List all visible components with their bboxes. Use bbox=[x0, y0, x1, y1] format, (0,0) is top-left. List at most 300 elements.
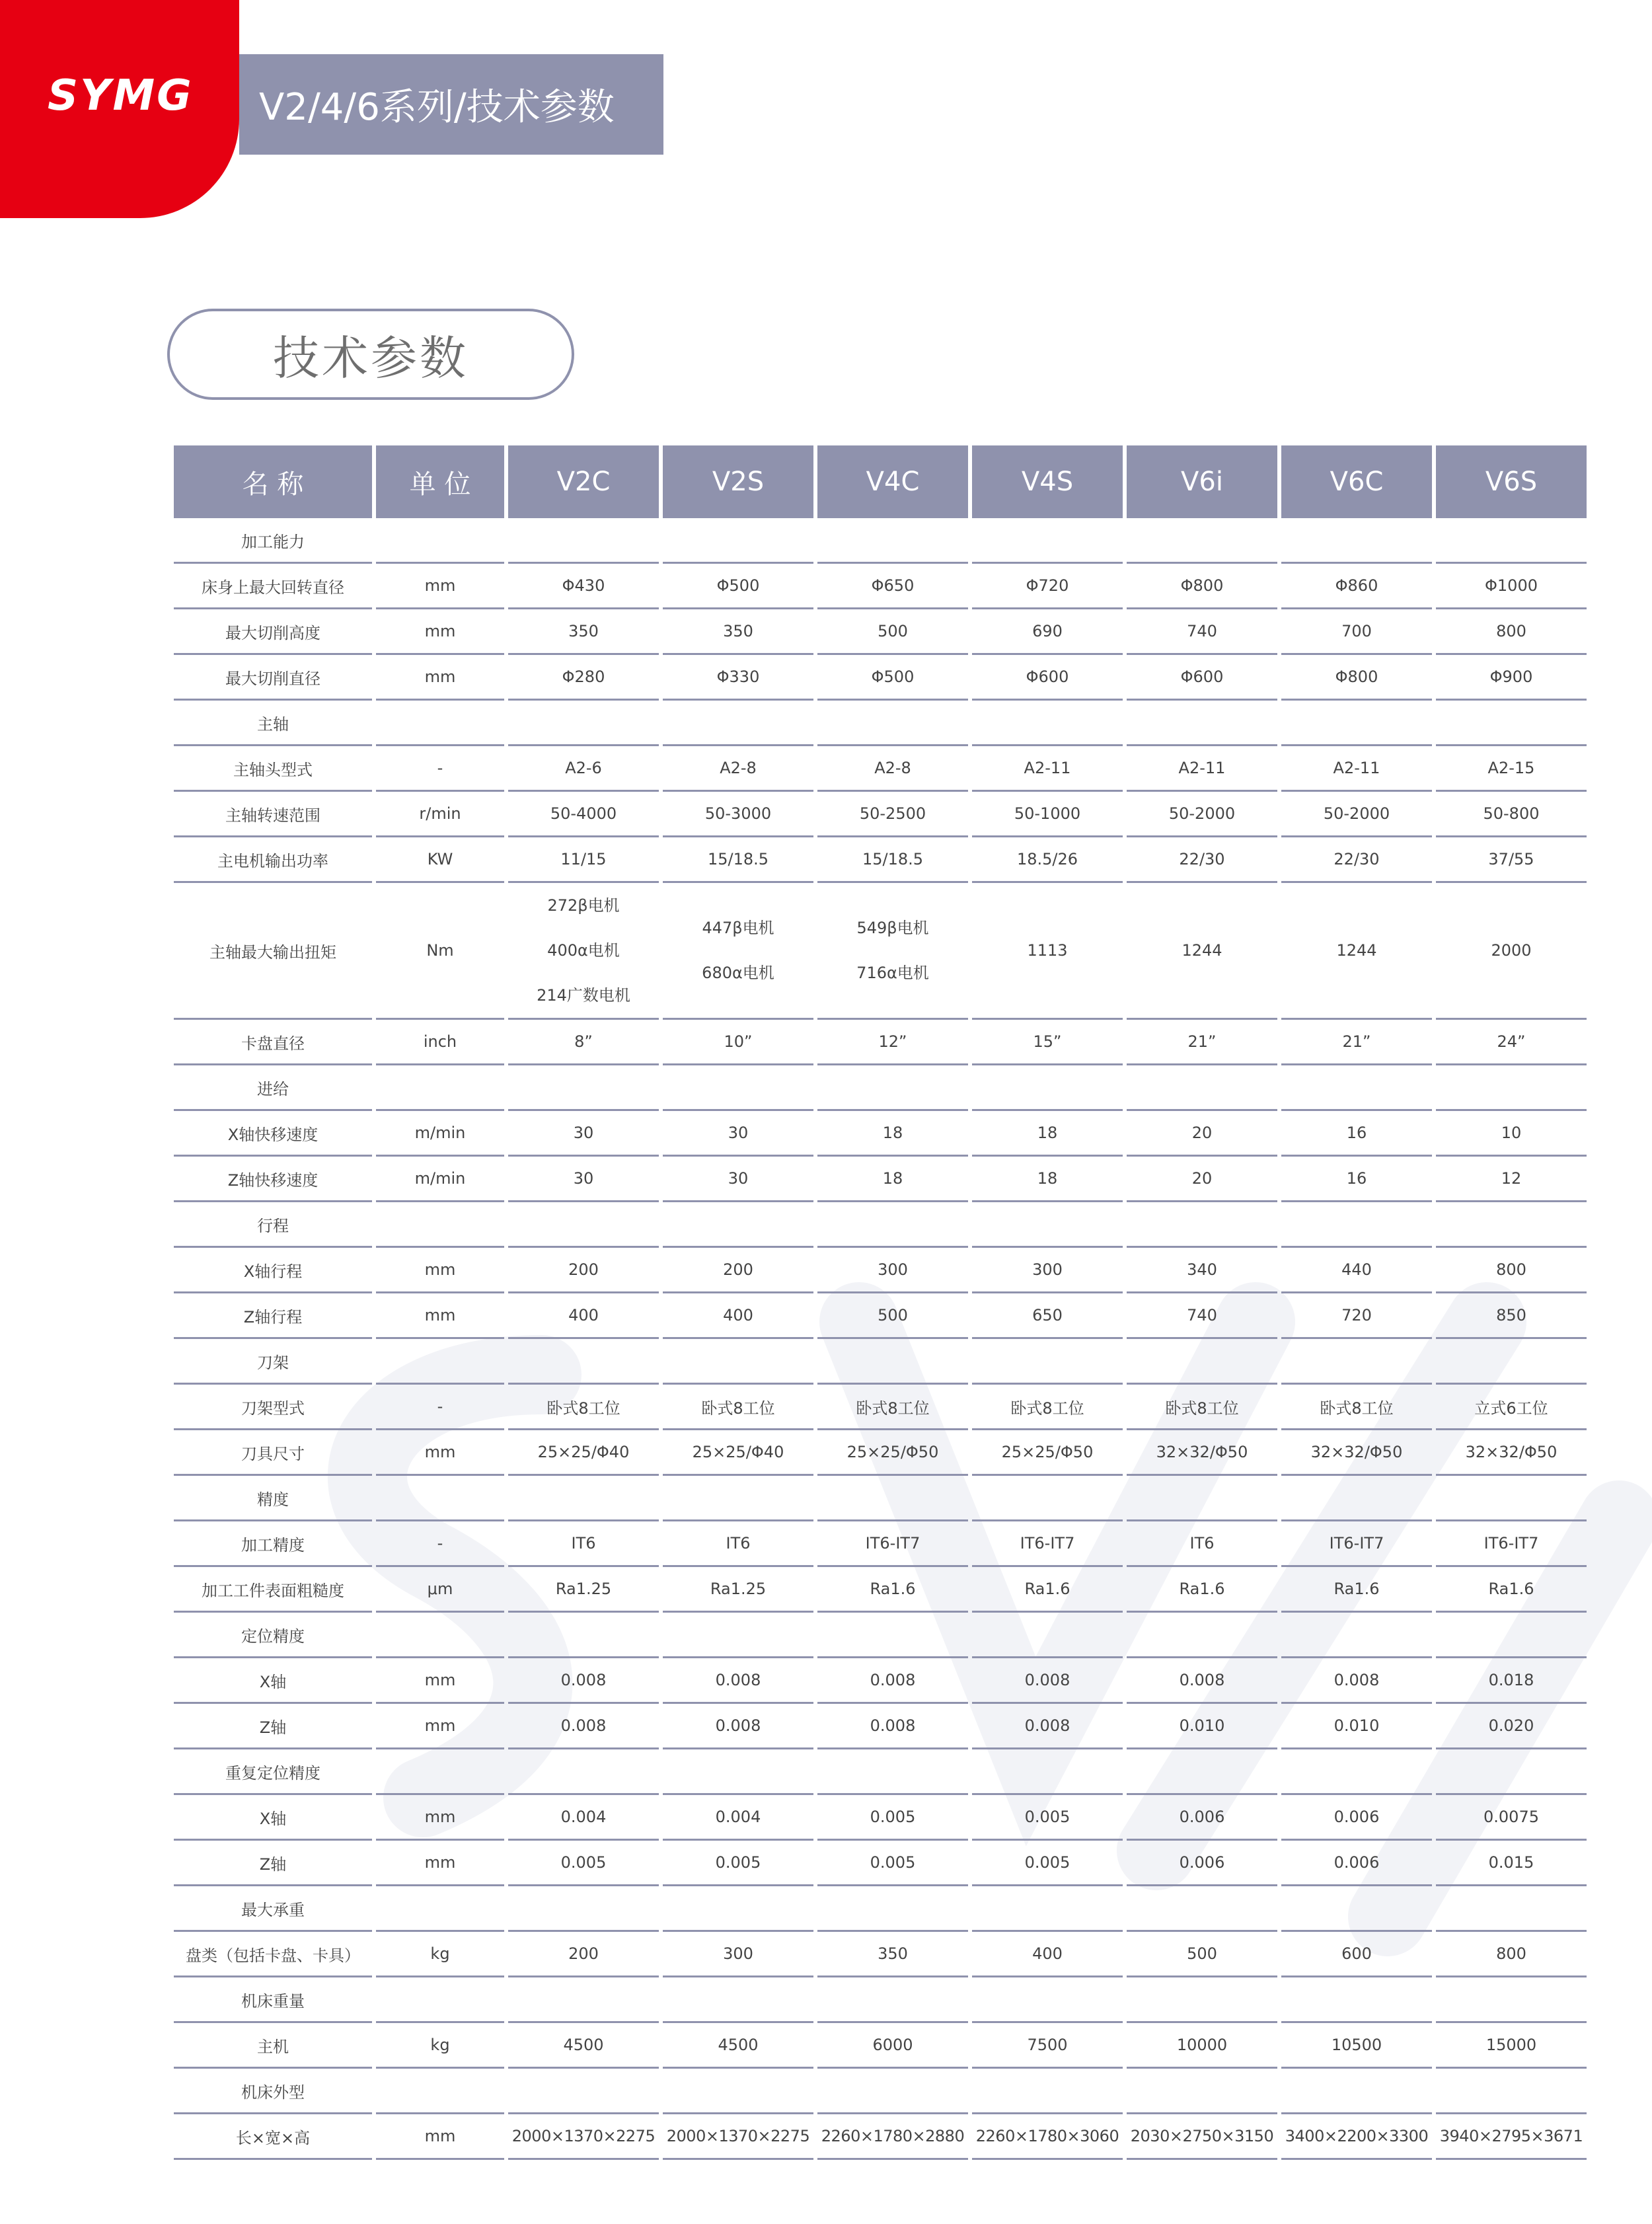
value-cell: 20 bbox=[1127, 1111, 1277, 1157]
table-row bbox=[174, 2023, 1587, 2069]
value-cell: A2-11 bbox=[1127, 746, 1277, 792]
row-label: 机床重量 bbox=[174, 1977, 372, 2023]
column-header: V6S bbox=[1436, 445, 1587, 518]
value-cell bbox=[508, 883, 659, 1020]
value-cell: 卧式8工位 bbox=[663, 1385, 813, 1430]
row-label: 盘类（包括卡盘、卡具） bbox=[174, 1932, 372, 1977]
table-row bbox=[174, 1157, 1587, 1202]
value-cell: IT6-IT7 bbox=[1436, 1521, 1587, 1567]
value-cell bbox=[508, 1977, 659, 2023]
value-cell: 720 bbox=[1281, 1293, 1432, 1339]
value-cell: 12” bbox=[817, 1020, 968, 1065]
row-unit bbox=[376, 1977, 504, 2023]
value-cell: Φ860 bbox=[1281, 564, 1432, 609]
value-cell: 0.005 bbox=[508, 1841, 659, 1886]
value-cell bbox=[1127, 701, 1277, 746]
value-cell bbox=[817, 1886, 968, 1932]
row-unit: r/min bbox=[376, 792, 504, 837]
value-cell: 850 bbox=[1436, 1293, 1587, 1339]
value-cell bbox=[663, 518, 813, 564]
row-unit: Nm bbox=[376, 883, 504, 1020]
value-cell: 0.008 bbox=[1281, 1658, 1432, 1704]
value-cell: 300 bbox=[972, 1248, 1123, 1293]
value-cell bbox=[663, 1749, 813, 1795]
value-cell bbox=[972, 518, 1123, 564]
table-row bbox=[174, 564, 1587, 609]
value-cell bbox=[1281, 1613, 1432, 1658]
value-cell: Φ330 bbox=[663, 655, 813, 701]
value-cell: 0.008 bbox=[972, 1704, 1123, 1749]
table-row bbox=[174, 1567, 1587, 1613]
row-label: 主轴转速范围 bbox=[174, 792, 372, 837]
value-cell: 440 bbox=[1281, 1248, 1432, 1293]
value-cell bbox=[817, 1065, 968, 1111]
value-cell bbox=[972, 1749, 1123, 1795]
table-row bbox=[174, 1020, 1587, 1065]
value-line: 447β电机 bbox=[702, 919, 774, 937]
value-cell: 32×32/Φ50 bbox=[1127, 1430, 1277, 1476]
value-cell: 0.004 bbox=[663, 1795, 813, 1841]
row-label: 主轴头型式 bbox=[174, 746, 372, 792]
row-unit: μm bbox=[376, 1567, 504, 1613]
column-header: 单 位 bbox=[376, 445, 504, 518]
value-cell: 22/30 bbox=[1281, 837, 1432, 883]
row-unit: mm bbox=[376, 655, 504, 701]
value-cell: Ra1.6 bbox=[972, 1567, 1123, 1613]
value-cell: 18 bbox=[972, 1157, 1123, 1202]
row-label: 行程 bbox=[174, 1202, 372, 1248]
spec-table bbox=[170, 445, 1591, 2160]
value-cell: 18.5/26 bbox=[972, 837, 1123, 883]
value-cell bbox=[663, 1613, 813, 1658]
value-cell: 2260×1780×3060 bbox=[972, 2114, 1123, 2160]
value-cell bbox=[663, 1202, 813, 1248]
row-unit: kg bbox=[376, 2023, 504, 2069]
value-cell bbox=[1436, 1202, 1587, 1248]
value-cell bbox=[663, 701, 813, 746]
value-cell: 25×25/Φ40 bbox=[508, 1430, 659, 1476]
value-cell: 30 bbox=[663, 1111, 813, 1157]
value-cell: 50-800 bbox=[1436, 792, 1587, 837]
table-row bbox=[174, 837, 1587, 883]
value-cell bbox=[972, 1065, 1123, 1111]
value-cell: Ra1.25 bbox=[508, 1567, 659, 1613]
value-cell bbox=[972, 701, 1123, 746]
value-cell: 300 bbox=[817, 1248, 968, 1293]
logo-block bbox=[0, 0, 239, 218]
row-unit: mm bbox=[376, 609, 504, 655]
row-unit: m/min bbox=[376, 1111, 504, 1157]
value-cell bbox=[1281, 1977, 1432, 2023]
row-unit: mm bbox=[376, 1841, 504, 1886]
value-cell: Φ430 bbox=[508, 564, 659, 609]
value-cell: 50-2000 bbox=[1281, 792, 1432, 837]
value-line: 400α电机 bbox=[547, 941, 620, 960]
value-cell bbox=[1436, 1065, 1587, 1111]
value-cell: 10000 bbox=[1127, 2023, 1277, 2069]
row-unit bbox=[376, 2069, 504, 2114]
row-label: 加工能力 bbox=[174, 518, 372, 564]
row-unit bbox=[376, 1339, 504, 1385]
value-cell bbox=[1127, 2069, 1277, 2114]
value-line: 272β电机 bbox=[547, 896, 620, 915]
value-cell: 21” bbox=[1127, 1020, 1277, 1065]
table-row bbox=[174, 1658, 1587, 1704]
value-cell bbox=[1127, 1886, 1277, 1932]
value-cell: 340 bbox=[1127, 1248, 1277, 1293]
value-cell: 0.010 bbox=[1127, 1704, 1277, 1749]
value-cell: Ra1.6 bbox=[1127, 1567, 1277, 1613]
value-cell bbox=[1281, 1886, 1432, 1932]
value-cell: A2-15 bbox=[1436, 746, 1587, 792]
row-unit bbox=[376, 1476, 504, 1521]
value-cell: Φ650 bbox=[817, 564, 968, 609]
row-label: 进给 bbox=[174, 1065, 372, 1111]
value-cell: 0.008 bbox=[663, 1658, 813, 1704]
value-cell bbox=[1281, 518, 1432, 564]
row-label: X轴 bbox=[174, 1795, 372, 1841]
row-label: 刀架型式 bbox=[174, 1385, 372, 1430]
value-cell bbox=[508, 1749, 659, 1795]
row-unit: inch bbox=[376, 1020, 504, 1065]
value-cell: A2-11 bbox=[972, 746, 1123, 792]
value-cell: 15” bbox=[972, 1020, 1123, 1065]
value-cell: 6000 bbox=[817, 2023, 968, 2069]
value-cell: A2-11 bbox=[1281, 746, 1432, 792]
value-cell: 0.008 bbox=[508, 1704, 659, 1749]
value-cell bbox=[1281, 1749, 1432, 1795]
table-header-row bbox=[174, 445, 1587, 518]
value-cell bbox=[508, 1476, 659, 1521]
value-cell bbox=[1436, 2069, 1587, 2114]
value-cell bbox=[663, 1339, 813, 1385]
table-row bbox=[174, 1977, 1587, 2023]
value-cell: 0.005 bbox=[663, 1841, 813, 1886]
value-cell: 16 bbox=[1281, 1157, 1432, 1202]
value-cell bbox=[972, 1476, 1123, 1521]
row-label: 最大切削高度 bbox=[174, 609, 372, 655]
value-cell bbox=[663, 1886, 813, 1932]
row-unit bbox=[376, 1886, 504, 1932]
value-cell: 0.005 bbox=[972, 1795, 1123, 1841]
value-cell: 800 bbox=[1436, 1248, 1587, 1293]
value-cell: 740 bbox=[1127, 609, 1277, 655]
value-cell bbox=[972, 1202, 1123, 1248]
column-header: V4S bbox=[972, 445, 1123, 518]
value-cell bbox=[1281, 1476, 1432, 1521]
value-cell bbox=[1436, 518, 1587, 564]
value-cell bbox=[508, 1613, 659, 1658]
value-cell bbox=[508, 518, 659, 564]
value-cell: 1244 bbox=[1127, 883, 1277, 1020]
value-cell: 30 bbox=[508, 1157, 659, 1202]
value-cell: 200 bbox=[508, 1248, 659, 1293]
value-cell: Ra1.25 bbox=[663, 1567, 813, 1613]
value-cell: 500 bbox=[1127, 1932, 1277, 1977]
value-cell: 15/18.5 bbox=[663, 837, 813, 883]
value-cell: 2000×1370×2275 bbox=[508, 2114, 659, 2160]
value-cell: 350 bbox=[663, 609, 813, 655]
value-cell bbox=[817, 518, 968, 564]
value-cell bbox=[663, 883, 813, 1020]
table-row bbox=[174, 1293, 1587, 1339]
row-label: 卡盘直径 bbox=[174, 1020, 372, 1065]
value-cell: 50-1000 bbox=[972, 792, 1123, 837]
value-cell: Ra1.6 bbox=[1436, 1567, 1587, 1613]
row-unit: KW bbox=[376, 837, 504, 883]
value-cell: IT6 bbox=[663, 1521, 813, 1567]
value-cell: 4500 bbox=[508, 2023, 659, 2069]
value-cell: 25×25/Φ50 bbox=[972, 1430, 1123, 1476]
table-row bbox=[174, 1202, 1587, 1248]
column-header: V4C bbox=[817, 445, 968, 518]
value-cell bbox=[508, 2069, 659, 2114]
value-cell: 4500 bbox=[663, 2023, 813, 2069]
value-cell: Φ500 bbox=[817, 655, 968, 701]
value-cell: 800 bbox=[1436, 609, 1587, 655]
table-row bbox=[174, 1932, 1587, 1977]
table-row bbox=[174, 655, 1587, 701]
value-cell bbox=[663, 1065, 813, 1111]
table-row bbox=[174, 792, 1587, 837]
value-cell: 500 bbox=[817, 1293, 968, 1339]
row-label: 精度 bbox=[174, 1476, 372, 1521]
value-cell: 0.005 bbox=[817, 1795, 968, 1841]
value-cell bbox=[1127, 1749, 1277, 1795]
table-row bbox=[174, 1704, 1587, 1749]
row-unit bbox=[376, 1613, 504, 1658]
value-cell: 32×32/Φ50 bbox=[1281, 1430, 1432, 1476]
row-unit: - bbox=[376, 1521, 504, 1567]
value-line: 680α电机 bbox=[702, 964, 774, 982]
value-cell bbox=[972, 1886, 1123, 1932]
value-cell: 25×25/Φ40 bbox=[663, 1430, 813, 1476]
value-cell: 18 bbox=[972, 1111, 1123, 1157]
value-cell bbox=[1127, 1476, 1277, 1521]
table-row bbox=[174, 2069, 1587, 2114]
value-cell: 0.008 bbox=[972, 1658, 1123, 1704]
value-cell: 2030×2750×3150 bbox=[1127, 2114, 1277, 2160]
value-cell: Ra1.6 bbox=[1281, 1567, 1432, 1613]
value-cell: 0.006 bbox=[1127, 1841, 1277, 1886]
row-label: 最大承重 bbox=[174, 1886, 372, 1932]
value-cell bbox=[972, 1613, 1123, 1658]
table-row bbox=[174, 1430, 1587, 1476]
value-cell: 2260×1780×2880 bbox=[817, 2114, 968, 2160]
value-cell: 0.005 bbox=[817, 1841, 968, 1886]
row-unit: - bbox=[376, 1385, 504, 1430]
row-unit: mm bbox=[376, 564, 504, 609]
row-unit: mm bbox=[376, 1704, 504, 1749]
table-row bbox=[174, 518, 1587, 564]
table-row bbox=[174, 701, 1587, 746]
table-row bbox=[174, 1521, 1587, 1567]
value-cell: 500 bbox=[817, 609, 968, 655]
row-label: Z轴快移速度 bbox=[174, 1157, 372, 1202]
row-label: 床身上最大回转直径 bbox=[174, 564, 372, 609]
value-cell: 740 bbox=[1127, 1293, 1277, 1339]
value-cell bbox=[817, 1339, 968, 1385]
value-cell: 3400×2200×3300 bbox=[1281, 2114, 1432, 2160]
value-cell bbox=[508, 1065, 659, 1111]
value-cell bbox=[663, 1476, 813, 1521]
row-label: 长×宽×高 bbox=[174, 2114, 372, 2160]
value-cell: 37/55 bbox=[1436, 837, 1587, 883]
value-cell: Φ720 bbox=[972, 564, 1123, 609]
value-cell: 卧式8工位 bbox=[972, 1385, 1123, 1430]
value-cell: 卧式8工位 bbox=[817, 1385, 968, 1430]
row-label: X轴 bbox=[174, 1658, 372, 1704]
section-title: 技术参数 bbox=[273, 330, 469, 385]
value-cell: 7500 bbox=[972, 2023, 1123, 2069]
value-cell: 10500 bbox=[1281, 2023, 1432, 2069]
row-unit: mm bbox=[376, 1293, 504, 1339]
value-cell: Φ280 bbox=[508, 655, 659, 701]
row-label: 机床外型 bbox=[174, 2069, 372, 2114]
value-cell bbox=[972, 1977, 1123, 2023]
value-cell bbox=[508, 701, 659, 746]
value-cell bbox=[1127, 1065, 1277, 1111]
row-label: 刀具尺寸 bbox=[174, 1430, 372, 1476]
value-cell: A2-8 bbox=[663, 746, 813, 792]
value-cell: 690 bbox=[972, 609, 1123, 655]
row-unit: mm bbox=[376, 2114, 504, 2160]
row-label: 加工工件表面粗糙度 bbox=[174, 1567, 372, 1613]
value-cell: 16 bbox=[1281, 1111, 1432, 1157]
value-cell bbox=[817, 2069, 968, 2114]
row-unit bbox=[376, 701, 504, 746]
value-cell: 300 bbox=[663, 1932, 813, 1977]
row-label: 主轴最大输出扭矩 bbox=[174, 883, 372, 1020]
value-cell: 0.008 bbox=[817, 1658, 968, 1704]
value-cell: 30 bbox=[663, 1157, 813, 1202]
row-unit: mm bbox=[376, 1795, 504, 1841]
value-cell bbox=[1436, 701, 1587, 746]
row-unit: mm bbox=[376, 1658, 504, 1704]
value-cell bbox=[817, 883, 968, 1020]
value-cell: Φ800 bbox=[1127, 564, 1277, 609]
value-cell: 2000×1370×2275 bbox=[663, 2114, 813, 2160]
value-cell: 0.0075 bbox=[1436, 1795, 1587, 1841]
value-cell: 0.018 bbox=[1436, 1658, 1587, 1704]
column-header: 名 称 bbox=[174, 445, 372, 518]
value-cell: 0.006 bbox=[1281, 1841, 1432, 1886]
value-cell: 0.004 bbox=[508, 1795, 659, 1841]
row-label: 加工精度 bbox=[174, 1521, 372, 1567]
row-label: 主电机输出功率 bbox=[174, 837, 372, 883]
value-cell bbox=[1281, 2069, 1432, 2114]
value-cell: 20 bbox=[1127, 1157, 1277, 1202]
value-cell: 0.008 bbox=[663, 1704, 813, 1749]
value-cell: 700 bbox=[1281, 609, 1432, 655]
value-cell: 200 bbox=[663, 1248, 813, 1293]
value-cell: 50-4000 bbox=[508, 792, 659, 837]
row-unit bbox=[376, 1749, 504, 1795]
value-cell bbox=[817, 1749, 968, 1795]
row-unit: m/min bbox=[376, 1157, 504, 1202]
table-row bbox=[174, 746, 1587, 792]
row-label: 最大切削直径 bbox=[174, 655, 372, 701]
table-row bbox=[174, 1841, 1587, 1886]
value-cell: 15/18.5 bbox=[817, 837, 968, 883]
value-cell: 200 bbox=[508, 1932, 659, 1977]
value-cell: 0.008 bbox=[817, 1704, 968, 1749]
value-cell bbox=[1127, 518, 1277, 564]
value-cell: A2-6 bbox=[508, 746, 659, 792]
row-label: 主机 bbox=[174, 2023, 372, 2069]
column-header: V6C bbox=[1281, 445, 1432, 518]
value-cell: 0.008 bbox=[1127, 1658, 1277, 1704]
value-cell: 800 bbox=[1436, 1932, 1587, 1977]
value-cell: Φ600 bbox=[972, 655, 1123, 701]
value-cell: 0.015 bbox=[1436, 1841, 1587, 1886]
value-cell: Φ800 bbox=[1281, 655, 1432, 701]
value-cell: 350 bbox=[508, 609, 659, 655]
row-label: X轴快移速度 bbox=[174, 1111, 372, 1157]
column-header: V2S bbox=[663, 445, 813, 518]
value-cell bbox=[508, 1339, 659, 1385]
value-cell: 12 bbox=[1436, 1157, 1587, 1202]
value-cell: IT6-IT7 bbox=[817, 1521, 968, 1567]
value-cell: 1113 bbox=[972, 883, 1123, 1020]
value-cell: 50-2000 bbox=[1127, 792, 1277, 837]
value-cell: 0.010 bbox=[1281, 1704, 1432, 1749]
table-row bbox=[174, 1339, 1587, 1385]
value-cell: 0.005 bbox=[972, 1841, 1123, 1886]
value-cell: 0.006 bbox=[1127, 1795, 1277, 1841]
value-cell bbox=[508, 1886, 659, 1932]
row-unit bbox=[376, 1202, 504, 1248]
row-unit: kg bbox=[376, 1932, 504, 1977]
value-cell: 2000 bbox=[1436, 883, 1587, 1020]
value-cell: 0.006 bbox=[1281, 1795, 1432, 1841]
section-title-pill bbox=[167, 309, 574, 400]
value-cell bbox=[972, 1339, 1123, 1385]
header-band bbox=[239, 54, 663, 155]
value-cell: IT6-IT7 bbox=[972, 1521, 1123, 1567]
value-line: 214广数电机 bbox=[537, 986, 630, 1005]
table-row bbox=[174, 1248, 1587, 1293]
table-row bbox=[174, 1613, 1587, 1658]
value-cell: 600 bbox=[1281, 1932, 1432, 1977]
value-cell: Ra1.6 bbox=[817, 1567, 968, 1613]
row-label: Z轴 bbox=[174, 1704, 372, 1749]
row-label: Z轴 bbox=[174, 1841, 372, 1886]
value-cell: Φ900 bbox=[1436, 655, 1587, 701]
row-unit: mm bbox=[376, 1430, 504, 1476]
value-cell: Φ600 bbox=[1127, 655, 1277, 701]
value-cell: 24” bbox=[1436, 1020, 1587, 1065]
table-row bbox=[174, 1886, 1587, 1932]
table-row bbox=[174, 609, 1587, 655]
value-cell: 0.008 bbox=[508, 1658, 659, 1704]
value-cell: IT6 bbox=[1127, 1521, 1277, 1567]
value-cell bbox=[1127, 1977, 1277, 2023]
value-cell: A2-8 bbox=[817, 746, 968, 792]
brand-logo: SYMG bbox=[48, 71, 194, 120]
column-header: V2C bbox=[508, 445, 659, 518]
value-cell: IT6 bbox=[508, 1521, 659, 1567]
value-cell: 25×25/Φ50 bbox=[817, 1430, 968, 1476]
value-cell: 0.020 bbox=[1436, 1704, 1587, 1749]
table-row bbox=[174, 883, 1587, 1020]
value-cell bbox=[1436, 1977, 1587, 2023]
table-row bbox=[174, 1476, 1587, 1521]
value-cell: 30 bbox=[508, 1111, 659, 1157]
value-cell bbox=[663, 1977, 813, 2023]
value-cell bbox=[1127, 1339, 1277, 1385]
value-cell: 11/15 bbox=[508, 837, 659, 883]
